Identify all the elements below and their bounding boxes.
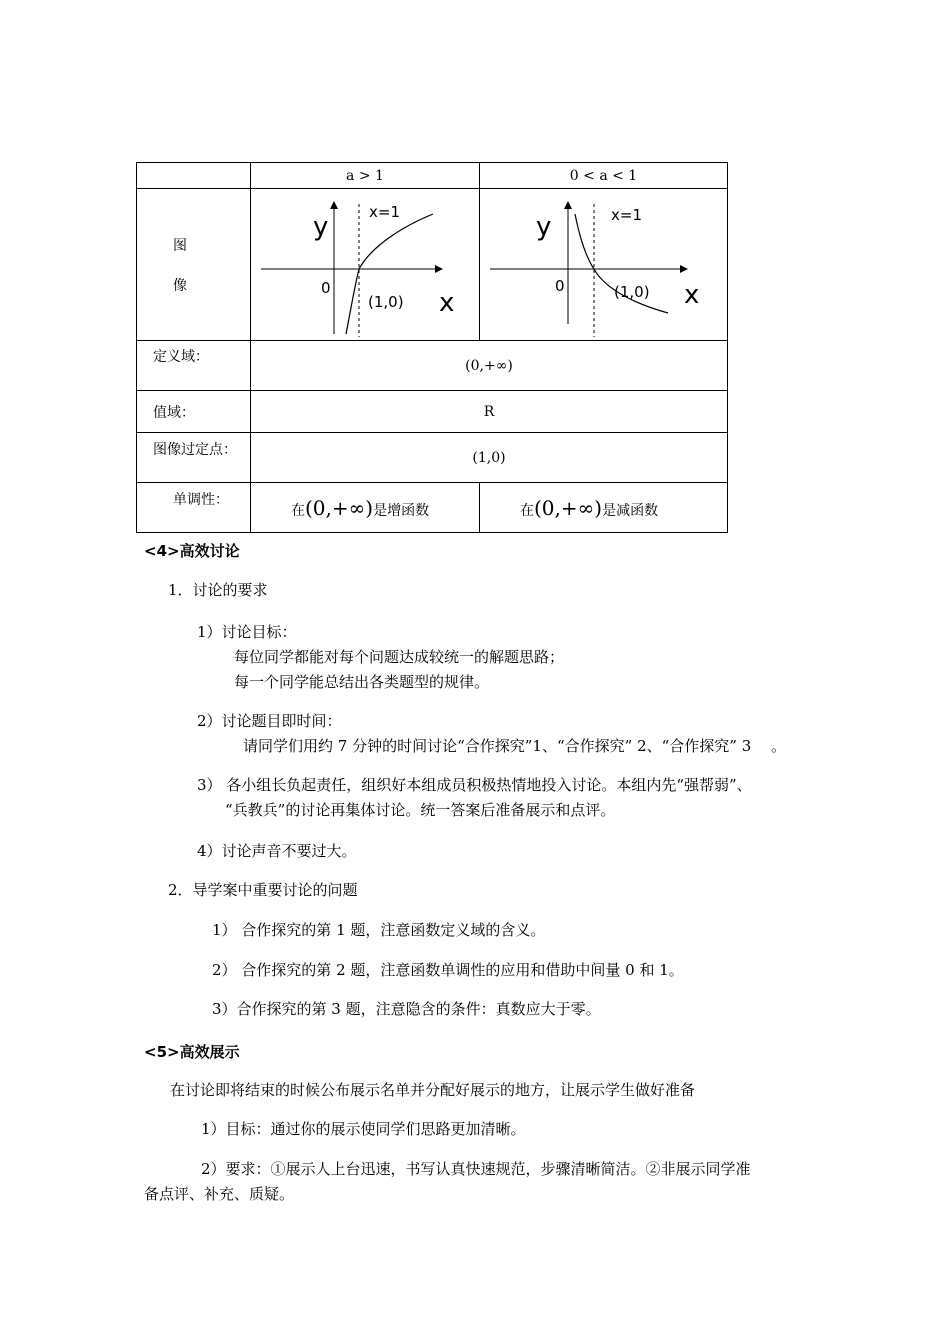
- section5-intro: 在讨论即将结束的时候公布展示名单并分配好展示的地方，让展示学生做好准备: [170, 1081, 696, 1099]
- asymptote-label: x=1: [611, 206, 642, 224]
- origin-label: 0: [555, 277, 565, 295]
- x-axis-arrow: [680, 265, 688, 273]
- domain-label: 定义域：: [137, 341, 251, 391]
- point-label: (1,0): [368, 293, 404, 311]
- fixed-point-label: 图像过定点：: [137, 433, 251, 483]
- mono-left-prefix: 在: [291, 502, 305, 519]
- x-axis-label: x: [684, 280, 700, 310]
- mono-right-suffix: 是减函数: [602, 502, 659, 519]
- graph-increasing-cell: [251, 189, 480, 341]
- monotonicity-increasing-cell: [251, 483, 480, 533]
- log-curve-increasing: [346, 214, 433, 334]
- section4-sub3-line1: 3） 各小组长负起责任，组织好本组成员积极热情地投入讨论。本组内先“强帮弱”、: [197, 776, 752, 794]
- section4-heading: <4>高效讨论: [144, 542, 240, 560]
- section4-sub4-line: 4）讨论声音不要过大。: [197, 842, 357, 860]
- section4-sub3-line2: “兵教兵”的讨论再集体讨论。统一答案后准备展示和点评。: [225, 801, 616, 819]
- range-label: 值域：: [137, 391, 251, 433]
- header-a-greater-1: a > 1: [251, 163, 480, 189]
- section4-question1: 1） 合作探究的第 1 题，注意函数定义域的含义。: [212, 921, 546, 939]
- y-axis-label: y: [313, 212, 329, 242]
- section4-sub1-title: 1）讨论目标：: [197, 623, 297, 641]
- section4-sub1-line2: 每一个同学能总结出各类题型的规律。: [234, 673, 490, 691]
- y-axis-label: y: [536, 212, 552, 242]
- section4-question3: 3）合作探究的第 3 题，注意隐含的条件：真数应大于零。: [212, 1000, 601, 1018]
- header-a-between-0-1: 0 < a < 1: [480, 163, 728, 189]
- section4-sub2-title: 2）讨论题目即时间：: [197, 712, 342, 730]
- section4-question2: 2） 合作探究的第 2 题，注意函数单调性的应用和借助中间量 0 和 1。: [212, 961, 684, 979]
- range-row: [137, 391, 728, 433]
- domain-value: (0,+∞): [251, 341, 728, 391]
- monotonicity-row: [137, 483, 728, 533]
- domain-row: [137, 341, 728, 391]
- point-label: (1,0): [614, 283, 650, 301]
- section4-item2-title: 2．导学案中重要讨论的问题: [168, 881, 358, 899]
- header-empty-cell: [137, 163, 251, 189]
- y-axis-arrow: [330, 201, 338, 209]
- image-label-line2: 像: [173, 278, 187, 294]
- graph-decreasing: [480, 189, 727, 339]
- range-value: R: [251, 391, 728, 433]
- monotonicity-label: 单调性：: [137, 483, 251, 533]
- section4-sub2-line1: 请同学们用约 7 分钟的时间讨论“合作探究”1、“合作探究” 2、“合作探究” 3 。: [243, 737, 787, 755]
- x-axis-arrow: [435, 265, 443, 273]
- section5-heading: <5>高效展示: [144, 1043, 240, 1061]
- mono-right-interval: (0,+∞): [534, 495, 603, 520]
- fixed-point-value: (1,0): [251, 433, 728, 483]
- image-row: [137, 189, 728, 341]
- y-axis-arrow: [564, 201, 572, 209]
- section4-item1-title: 1．讨论的要求: [168, 581, 268, 599]
- mono-right-prefix: 在: [520, 502, 534, 519]
- log-function-properties-table: [136, 162, 728, 533]
- graph-decreasing-cell: [480, 189, 728, 341]
- asymptote-label: x=1: [369, 203, 400, 221]
- mono-left-suffix: 是增函数: [373, 502, 430, 519]
- fixed-point-row: [137, 433, 728, 483]
- section5-goal: 1）目标：通过你的展示使同学们思路更加清晰。: [201, 1120, 526, 1138]
- image-label-line1: 图: [173, 238, 187, 254]
- x-axis-label: x: [439, 288, 455, 318]
- graph-increasing: [251, 189, 479, 339]
- section5-requirement-line1: 2）要求：①展示人上台迅速，书写认真快速规范，步骤清晰简洁。②非展示同学准: [201, 1160, 751, 1178]
- section4-sub1-line1: 每位同学都能对每个问题达成较统一的解题思路；: [234, 648, 565, 666]
- origin-label: 0: [321, 279, 331, 297]
- image-label-cell: [137, 189, 251, 341]
- mono-left-interval: (0,+∞): [305, 495, 374, 520]
- section5-requirement-line2: 备点评、补充、质疑。: [144, 1185, 295, 1203]
- header-row: [137, 163, 728, 189]
- monotonicity-decreasing-cell: [480, 483, 728, 533]
